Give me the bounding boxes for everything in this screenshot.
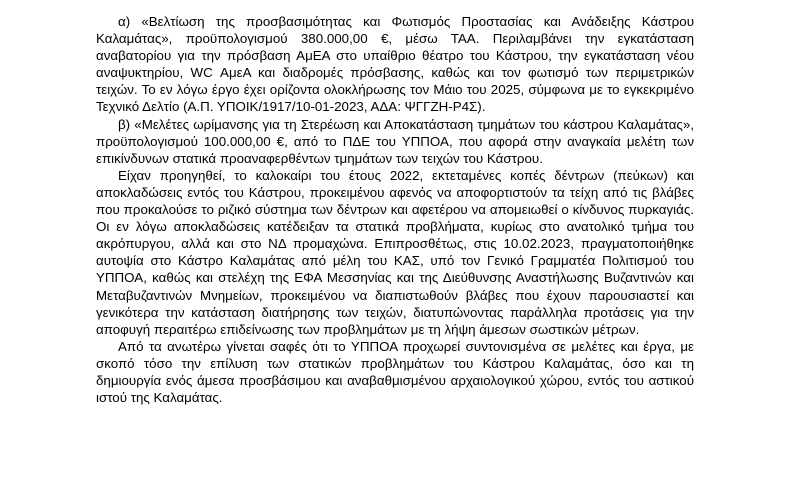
paragraph-project-a: α) «Βελτίωση της προσβασιμότητας και Φωτισμός Προστασίας και Ανάδειξης Κάστρου Καλαμάτας», προϋπολογισμού 380.000,00 €, μέσω ΤΑΑ. Περιλαμβάνει την εγκατάσταση αναβατορίου για την πρόσβαση ΑμΕΑ στο υπαίθριο θέατρο του Κάστρου, την εγκατάσταση νέου αναψυκτηρίου, WC ΑμεΑ και διαδρομές πρόσβασης, καθώς και τον φωτισμό των περιμετρικών τειχών. Το εν λόγω έργο έχει ορίζοντα ολοκλήρωσης τον Μάιο του 2025, σύμφωνα με το εγκεκριμένο Τεχνικό Δελτίο (Α.Π. ΥΠΟΙΚ/1917/10-01-2023, ΑΔΑ: ΨΓΓΖΗ-Ρ4Σ).: [96, 14, 694, 115]
paragraph-project-b: β) «Μελέτες ωρίμανσης για τη Στερέωση και Αποκατάσταση τμημάτων του κάστρου Καλαμάτας», προϋπολογισμού 100.000,00 €, από το ΠΔΕ του ΥΠΠΟΑ, που αφορά στην αναγκαία μελέτη των επικίνδυνων στατικά προαναφερθέντων τμημάτων των τειχών του Κάστρου.: [96, 116, 694, 166]
paragraph-conclusion: Από τα ανωτέρω γίνεται σαφές ότι το ΥΠΠΟΑ προχωρεί συντονισμένα σε μελέτες και έργα, με σκοπό τόσο την επίλυση των στατικών προβλημάτων του Κάστρου Καλαμάτας, όσο και τη δημιουργία ενός άμεσα προσβάσιμου και αναβαθμισμένου αρχαιολογικού χώρου, εντός του αστικού ιστού της Καλαμάτας.: [96, 338, 694, 406]
document-page: [96, 13, 694, 406]
paragraph-background: Είχαν προηγηθεί, το καλοκαίρι του έτους 2022, εκτεταμένες κοπές δέντρων (πεύκων) και αποκλαδώσεις εντός του Κάστρου, προκειμένου αφενός να αποφορτιστούν τα τείχη από τις βλάβες που προκαλούσε το ριζικό σύστημα των δέντρων και αφετέρου να απομειωθεί ο κίνδυνος πυρκαγιάς. Οι εν λόγω αποκλαδώσεις κατέδειξαν τα στατικά προβλήματα, κυρίως στο ανατολικό τμήμα του ακρόπυργου, αλλά και στο ΝΔ προμαχώνα. Επιπροσθέτως, στις 10.02.2023, πραγματοποιήθηκε αυτοψία στο Κάστρο Καλαμάτας από μέλη του ΚΑΣ, υπό τον Γενικό Γραμματέα Πολιτισμού του ΥΠΠΟΑ, καθώς και στελέχη της ΕΦΑ Μεσσηνίας και της Διεύθυνσης Αναστήλωσης Βυζαντινών και Μεταβυζαντινών Μνημείων, προκειμένου να διαπιστωθούν βλάβες που έχουν παρουσιαστεί και γενικότερα την κατάσταση διατήρησης των τειχών, διατυπώνοντας παράλληλα προτάσεις για την αποφυγή περαιτέρω επιδείνωσης των προβλημάτων με τη λήψη άμεσων σωστικών μέτρων.: [96, 167, 694, 337]
